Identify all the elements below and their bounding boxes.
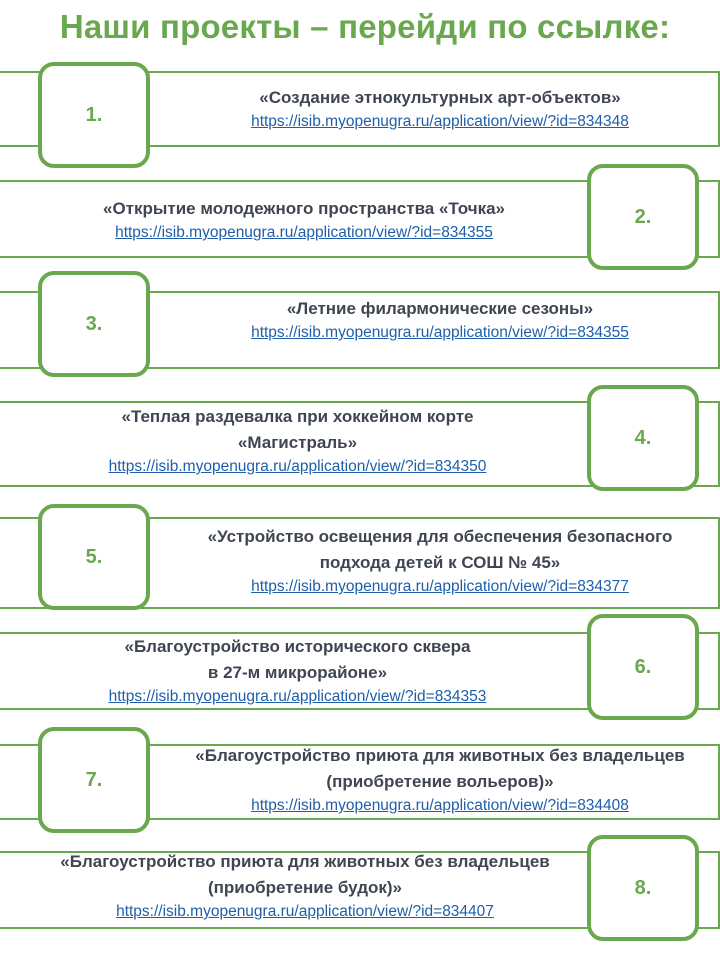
project-link[interactable]: https://isib.myopenugra.ru/application/view/?id=834408 [251,797,629,814]
project-number-badge: 4. [587,385,699,491]
project-link[interactable]: https://isib.myopenugra.ru/application/view/?id=834377 [251,578,629,595]
project-text [160,85,720,133]
project-title: подхода детей к СОШ № 45» [319,553,561,572]
project-title: «Устройство освещения для обеспечения безопасного [207,527,673,546]
project-title: «Благоустройство приюта для животных без владельцев [60,852,550,871]
project-text [30,634,565,708]
project-text [160,743,720,817]
project-title: «Открытие молодежного пространства «Точка» [102,199,505,218]
project-text [160,296,720,344]
project-number-badge: 7. [38,727,150,833]
project-title: (приобретение вольеров)» [326,772,554,791]
project-link[interactable]: https://isib.myopenugra.ru/application/view/?id=834355 [115,224,493,241]
project-number-badge: 2. [587,164,699,270]
project-number-badge: 6. [587,614,699,720]
project-title: в 27-м микрорайоне» [207,663,388,682]
project-link[interactable]: https://isib.myopenugra.ru/application/view/?id=834407 [116,903,494,920]
project-number-badge: 3. [38,271,150,377]
project-title: «Магистраль» [237,433,358,452]
project-title: «Благоустройство приюта для животных без владельцев [195,746,685,765]
project-title: «Теплая раздевалка при хоккейном корте [121,407,474,426]
project-title: «Благоустройство исторического сквера [124,637,471,656]
project-title: «Летние филармонические сезоны» [286,299,594,318]
project-text [30,196,578,244]
project-link[interactable]: https://isib.myopenugra.ru/application/view/?id=834348 [251,113,629,130]
project-text [30,404,565,478]
project-number-badge: 8. [587,835,699,941]
page-title: Наши проекты – перейди по ссылке: [59,8,671,45]
project-number-badge: 5. [38,504,150,610]
project-link[interactable]: https://isib.myopenugra.ru/application/view/?id=834353 [108,688,487,705]
project-link[interactable]: https://isib.myopenugra.ru/application/view/?id=834355 [251,324,629,341]
project-number-badge: 1. [38,62,150,168]
project-title: «Создание этнокультурных арт-объектов» [259,88,621,107]
project-link[interactable]: https://isib.myopenugra.ru/application/view/?id=834350 [108,458,487,475]
project-text [160,524,720,598]
project-text [0,849,610,923]
project-title: (приобретение будок)» [207,878,403,897]
